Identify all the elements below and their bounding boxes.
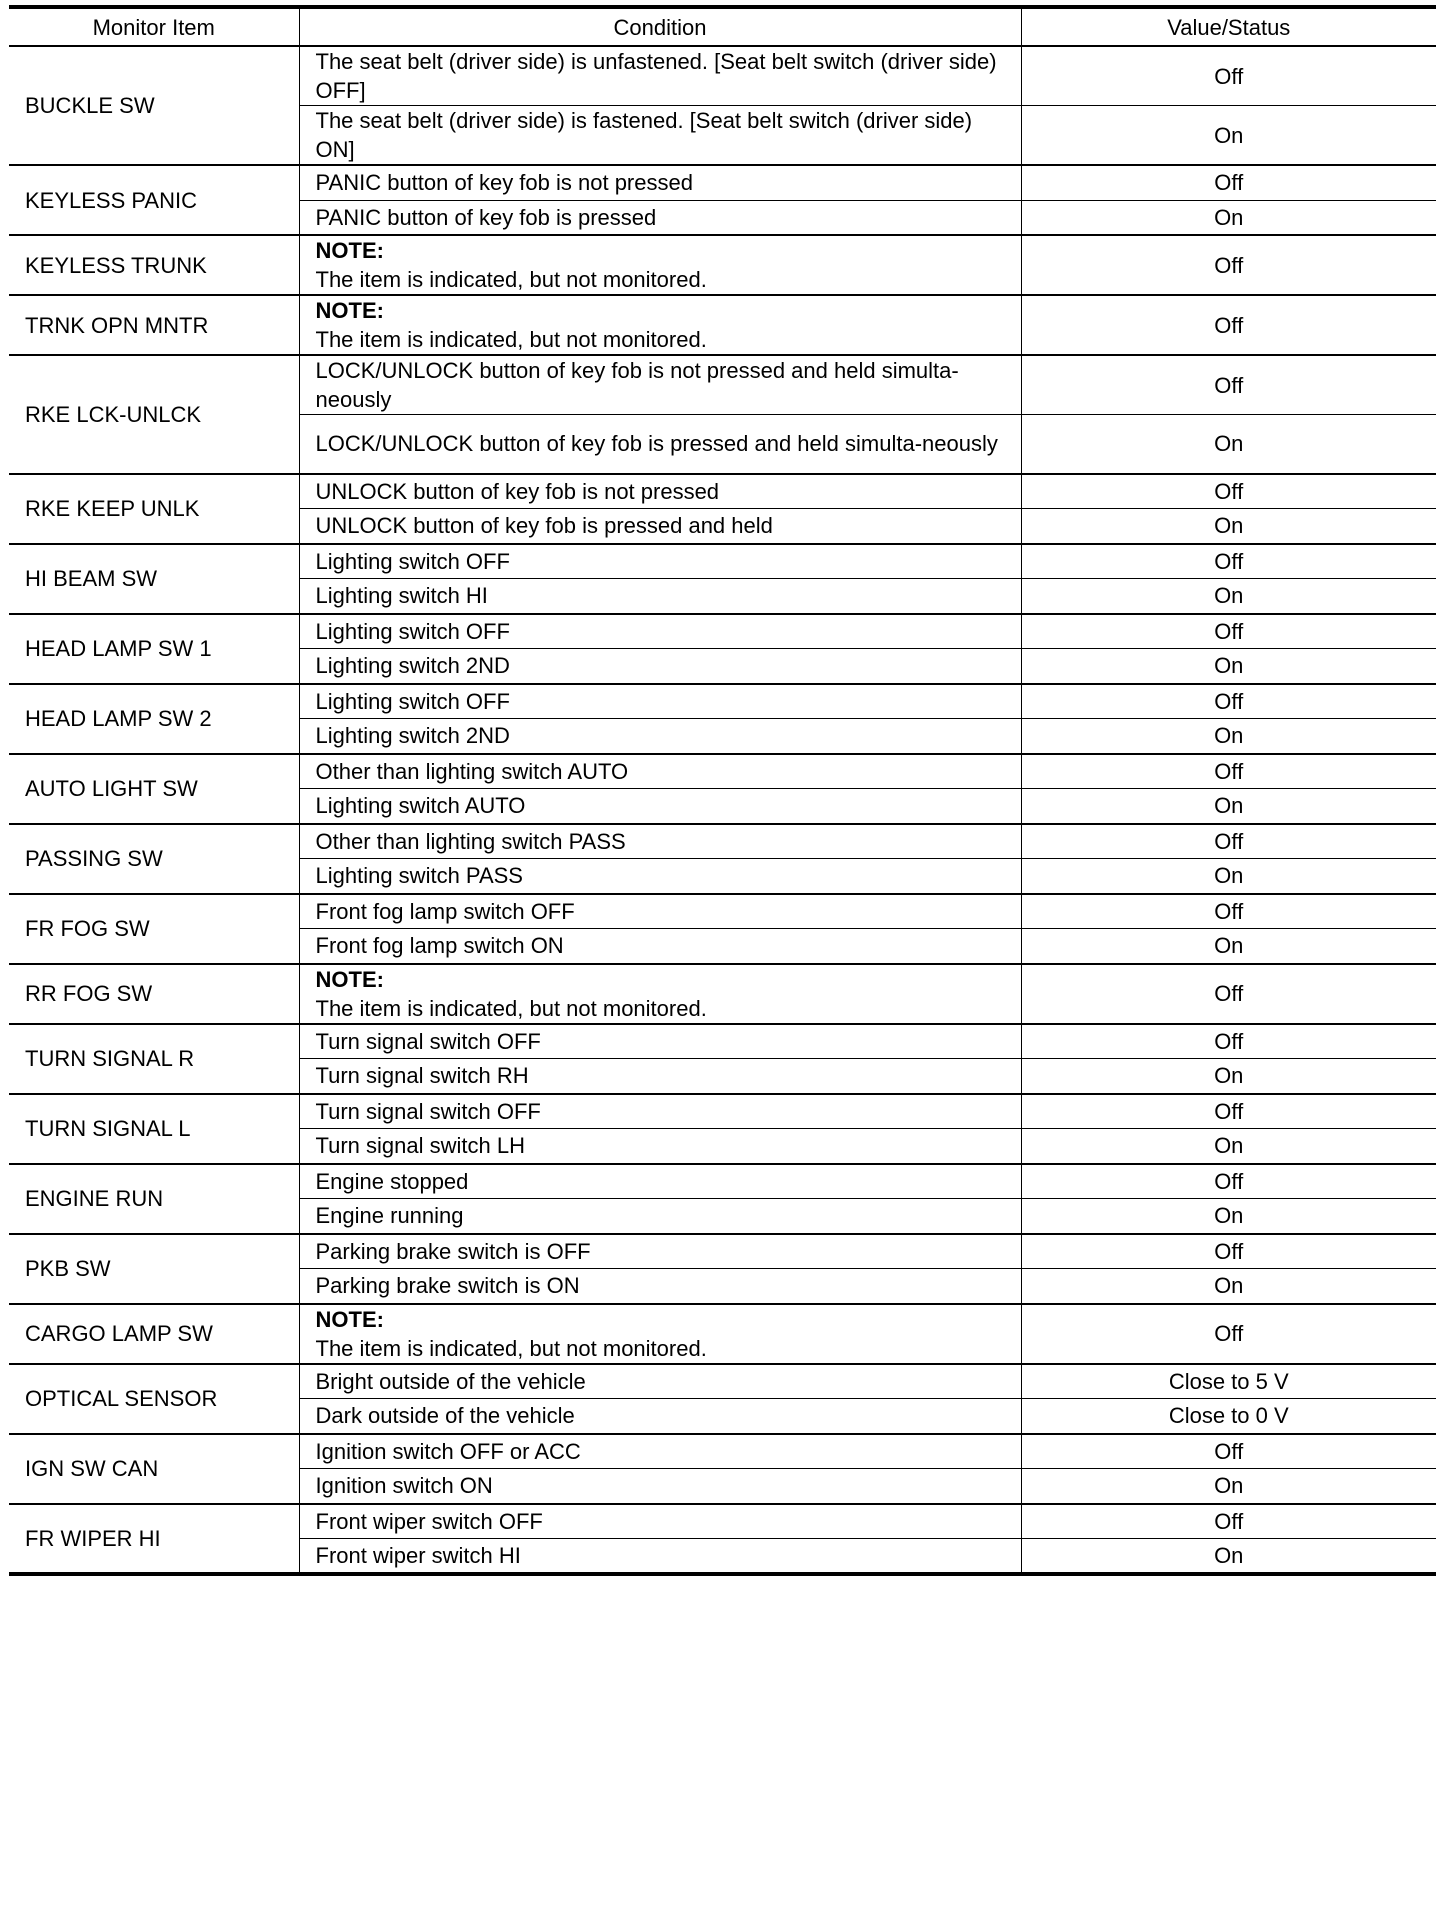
table-row: [9, 754, 1436, 789]
note-label: NOTE:: [315, 238, 384, 263]
condition-cell: Lighting switch OFF: [299, 614, 1021, 649]
condition-cell: Front fog lamp switch OFF: [299, 894, 1021, 929]
monitor-item: FR FOG SW: [9, 894, 299, 964]
table-row: [9, 474, 1436, 509]
condition-cell: UNLOCK button of key fob is not pressed: [299, 474, 1021, 509]
value-status: On: [1021, 1199, 1436, 1234]
condition-cell: UNLOCK button of key fob is pressed and held: [299, 509, 1021, 544]
condition-cell: Parking brake switch is OFF: [299, 1234, 1021, 1269]
table-body: [9, 46, 1436, 1574]
monitor-item: KEYLESS PANIC: [9, 165, 299, 235]
table-row: [9, 165, 1436, 200]
table-row: [9, 355, 1436, 415]
value-status: Off: [1021, 355, 1436, 415]
value-status: Off: [1021, 165, 1436, 200]
value-status: On: [1021, 1269, 1436, 1304]
monitor-table: [9, 5, 1436, 1576]
note-label: NOTE:: [315, 966, 384, 992]
condition-cell: Lighting switch PASS: [299, 859, 1021, 894]
value-status: Off: [1021, 474, 1436, 509]
value-status: Off: [1021, 684, 1436, 719]
monitor-item: PKB SW: [9, 1234, 299, 1304]
value-status: Off: [1021, 295, 1436, 355]
condition-cell: Lighting switch AUTO: [299, 789, 1021, 824]
value-status: On: [1021, 719, 1436, 754]
value-status: Off: [1021, 894, 1436, 929]
condition-cell: Engine running: [299, 1199, 1021, 1234]
condition-cell: [299, 964, 1021, 1024]
value-status: Off: [1021, 46, 1436, 106]
value-status: Close to 5 V: [1021, 1364, 1436, 1399]
table-row: [9, 1094, 1436, 1129]
monitor-item: TURN SIGNAL L: [9, 1094, 299, 1164]
monitor-item: KEYLESS TRUNK: [9, 235, 299, 295]
value-status: Off: [1021, 754, 1436, 789]
condition-cell: Turn signal switch OFF: [299, 1024, 1021, 1059]
table-row: [9, 1504, 1436, 1539]
condition-cell: The seat belt (driver side) is fastened. [Seat belt switch (driver side) ON]: [299, 106, 1021, 166]
monitor-item: IGN SW CAN: [9, 1434, 299, 1504]
monitor-item: OPTICAL SENSOR: [9, 1364, 299, 1434]
condition-cell: Ignition switch OFF or ACC: [299, 1434, 1021, 1469]
monitor-item: RKE KEEP UNLK: [9, 474, 299, 544]
table-row: [9, 614, 1436, 649]
condition-cell: LOCK/UNLOCK button of key fob is not pressed and held simulta-neously: [299, 355, 1021, 415]
value-status: Off: [1021, 964, 1436, 1024]
monitor-item: ENGINE RUN: [9, 1164, 299, 1234]
header-monitor-item: Monitor Item: [9, 7, 299, 46]
condition-cell: The seat belt (driver side) is unfastened. [Seat belt switch (driver side) OFF]: [299, 46, 1021, 106]
value-status: On: [1021, 415, 1436, 474]
condition-cell: Dark outside of the vehicle: [299, 1399, 1021, 1434]
condition-cell: [299, 235, 1021, 295]
value-status: On: [1021, 789, 1436, 824]
monitor-item: TURN SIGNAL R: [9, 1024, 299, 1094]
condition-cell: Parking brake switch is ON: [299, 1269, 1021, 1304]
condition-cell: Front wiper switch HI: [299, 1539, 1021, 1574]
condition-cell: PANIC button of key fob is not pressed: [299, 165, 1021, 200]
table-row: [9, 824, 1436, 859]
table-row: [9, 684, 1436, 719]
condition-cell: PANIC button of key fob is pressed: [299, 200, 1021, 235]
monitor-item: HEAD LAMP SW 2: [9, 684, 299, 754]
table-row: [9, 46, 1436, 106]
monitor-item: RR FOG SW: [9, 964, 299, 1024]
header-value-status: Value/Status: [1021, 7, 1436, 46]
value-status: Off: [1021, 1024, 1436, 1059]
condition-cell: Other than lighting switch AUTO: [299, 754, 1021, 789]
table-row: [9, 1304, 1436, 1364]
header-condition: Condition: [299, 7, 1021, 46]
value-status: Off: [1021, 824, 1436, 859]
table-row: [9, 1024, 1436, 1059]
condition-cell: Ignition switch ON: [299, 1469, 1021, 1504]
value-status: On: [1021, 106, 1436, 166]
value-status: On: [1021, 1469, 1436, 1504]
table-row: [9, 235, 1436, 295]
condition-cell: Other than lighting switch PASS: [299, 824, 1021, 859]
monitor-item: CARGO LAMP SW: [9, 1304, 299, 1364]
condition-cell: Lighting switch 2ND: [299, 719, 1021, 754]
monitor-item: PASSING SW: [9, 824, 299, 894]
monitor-item: HI BEAM SW: [9, 544, 299, 614]
table-row: [9, 1164, 1436, 1199]
value-status: Off: [1021, 544, 1436, 579]
note-text: The item is indicated, but not monitored.: [315, 327, 707, 352]
condition-cell: [299, 1304, 1021, 1364]
condition-cell: LOCK/UNLOCK button of key fob is pressed and held simulta-neously: [299, 415, 1021, 474]
monitor-item: TRNK OPN MNTR: [9, 295, 299, 355]
condition-cell: Lighting switch OFF: [299, 544, 1021, 579]
note-text: The item is indicated, but not monitored.: [315, 1335, 707, 1361]
condition-cell: Lighting switch OFF: [299, 684, 1021, 719]
note-text: The item is indicated, but not monitored.: [315, 995, 707, 1021]
value-status: On: [1021, 649, 1436, 684]
value-status: Off: [1021, 1234, 1436, 1269]
table-row: [9, 964, 1436, 1024]
condition-cell: Front fog lamp switch ON: [299, 929, 1021, 964]
condition-cell: Engine stopped: [299, 1164, 1021, 1199]
value-status: Off: [1021, 1164, 1436, 1199]
value-status: On: [1021, 1059, 1436, 1094]
value-status: Off: [1021, 614, 1436, 649]
condition-cell: [299, 295, 1021, 355]
table-row: [9, 1434, 1436, 1469]
condition-cell: Turn signal switch LH: [299, 1129, 1021, 1164]
value-status: Off: [1021, 1304, 1436, 1364]
note-text: The item is indicated, but not monitored.: [315, 267, 707, 292]
value-status: On: [1021, 579, 1436, 614]
table-row: [9, 1364, 1436, 1399]
value-status: Off: [1021, 235, 1436, 295]
value-status: On: [1021, 1129, 1436, 1164]
note-label: NOTE:: [315, 298, 384, 323]
condition-cell: Turn signal switch RH: [299, 1059, 1021, 1094]
value-status: On: [1021, 859, 1436, 894]
value-status: Off: [1021, 1434, 1436, 1469]
condition-cell: Bright outside of the vehicle: [299, 1364, 1021, 1399]
monitor-item: AUTO LIGHT SW: [9, 754, 299, 824]
monitor-item: BUCKLE SW: [9, 46, 299, 165]
condition-cell: Turn signal switch OFF: [299, 1094, 1021, 1129]
monitor-item: FR WIPER HI: [9, 1504, 299, 1574]
note-label: NOTE:: [315, 1306, 384, 1332]
value-status: Off: [1021, 1094, 1436, 1129]
value-status: On: [1021, 509, 1436, 544]
table-row: [9, 894, 1436, 929]
value-status: On: [1021, 1539, 1436, 1574]
value-status: Close to 0 V: [1021, 1399, 1436, 1434]
table-row: [9, 544, 1436, 579]
table-row: [9, 295, 1436, 355]
value-status: On: [1021, 929, 1436, 964]
monitor-item: RKE LCK-UNLCK: [9, 355, 299, 474]
value-status: On: [1021, 200, 1436, 235]
condition-cell: Front wiper switch OFF: [299, 1504, 1021, 1539]
condition-cell: Lighting switch HI: [299, 579, 1021, 614]
header-row: [9, 7, 1436, 46]
value-status: Off: [1021, 1504, 1436, 1539]
table-row: [9, 1234, 1436, 1269]
condition-cell: Lighting switch 2ND: [299, 649, 1021, 684]
monitor-item: HEAD LAMP SW 1: [9, 614, 299, 684]
